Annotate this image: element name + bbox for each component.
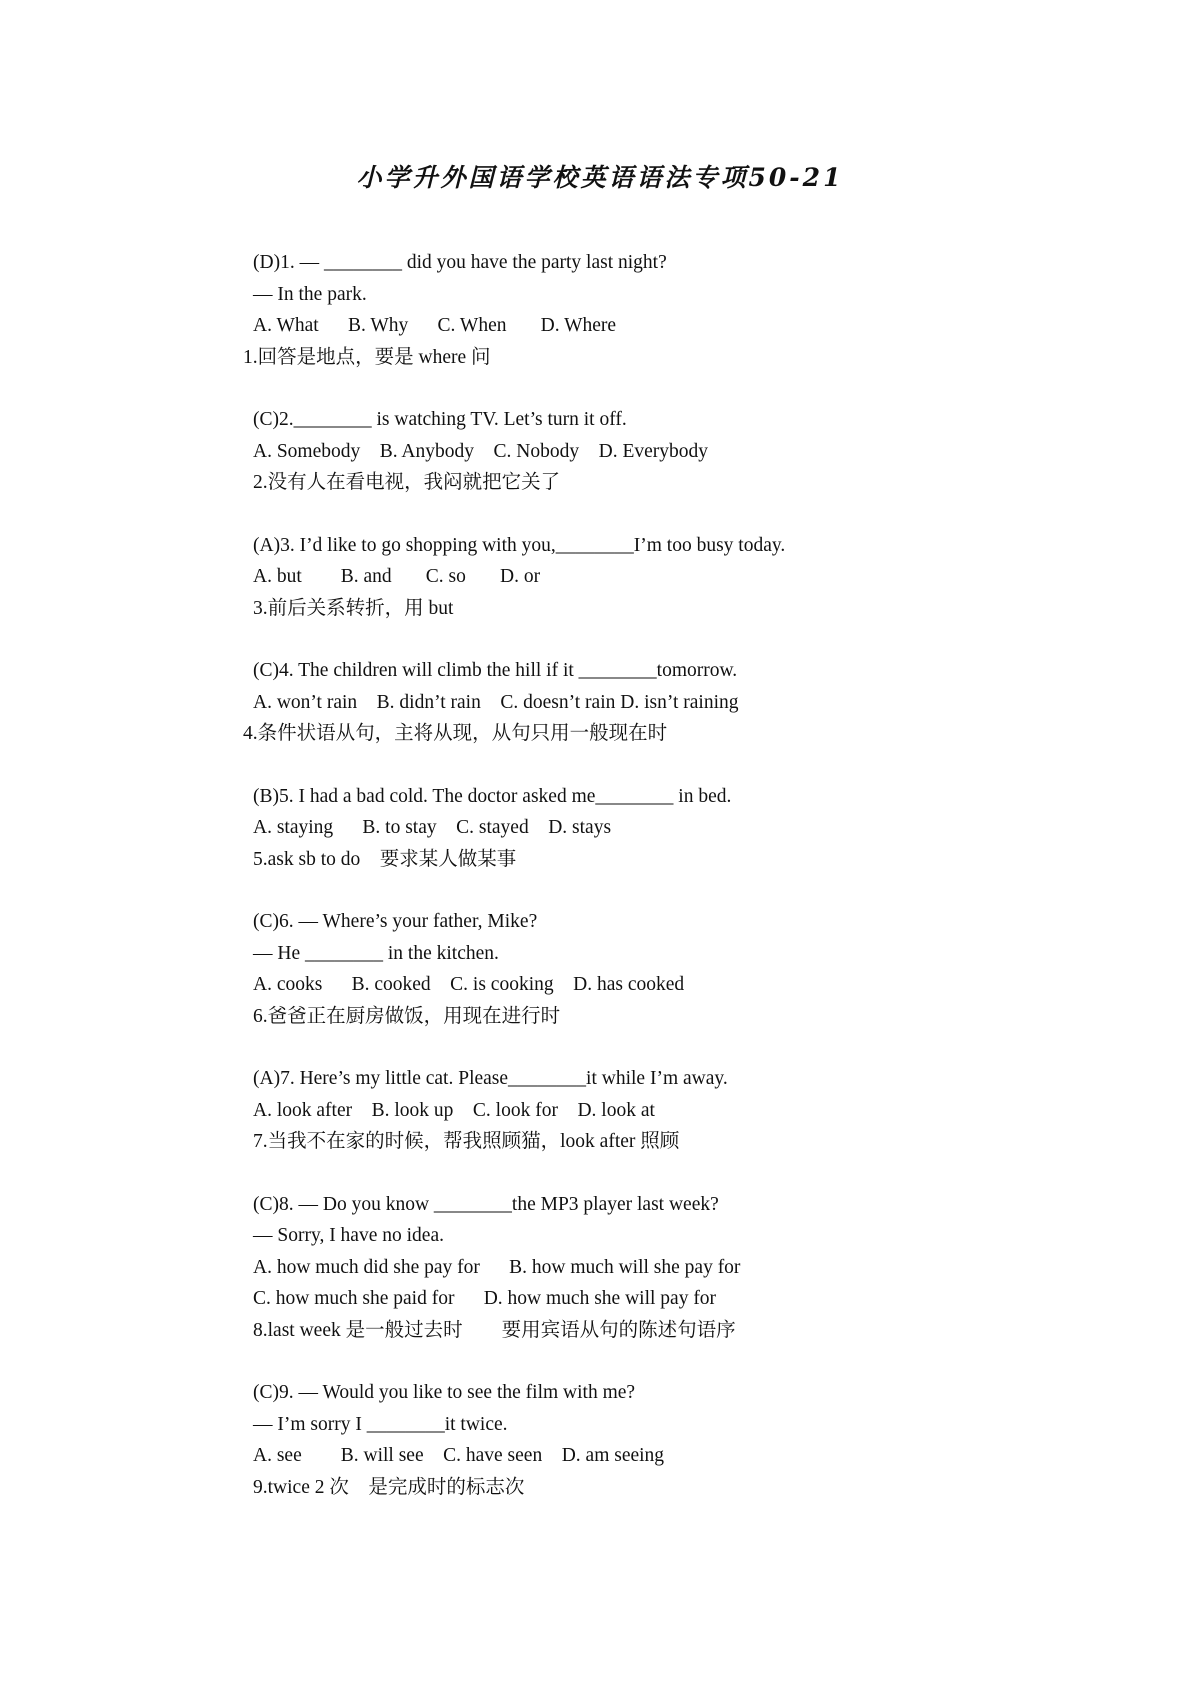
question-4-stem: (C)4. The children will climb the hill if it ________tomorrow. [253,660,738,681]
option-d: D. stays [548,817,612,838]
question-2-options [253,436,953,468]
option-a: A. What [253,315,319,336]
option-c: C. stayed [456,817,529,838]
question-3-options [253,561,953,593]
question-2 [253,404,953,499]
option-b: B. look up [371,1099,454,1121]
option-d: D. Where [540,315,617,336]
question-7-options [253,1095,953,1127]
document-body [243,247,953,1534]
question-2-stem: (C)2.________ is watching TV. Let’s turn it off. [253,409,627,430]
question-5-stem: (B)5. I had a bad cold. The doctor asked me________ in bed. [253,785,732,807]
option-b: B. Why [347,315,409,336]
option-a: A. cooks [253,974,323,995]
option-d: D. has cooked [573,974,685,995]
option-c: C. is cooking [450,974,554,995]
question-8-explanation: 8.last week 是一般过去时 要用宾语从句的陈述句语序 [253,1319,736,1341]
option-a: A. but [253,566,302,587]
question-3 [253,530,953,625]
option-d: D. Everybody [598,440,709,462]
question-6-explanation: 6.爸爸正在厨房做饭，用现在进行时 [253,1005,561,1027]
option-a: A. Somebody [253,440,361,462]
option-b: B. didn’t rain [376,691,481,713]
document-title: 小学升外国语学校英语语法专项50-21 [356,163,844,192]
question-9 [253,1377,953,1503]
question-6-answer-line: — He ________ in the kitchen. [253,942,499,964]
option-b: B. how much will she pay for [509,1256,741,1278]
option-a: A. staying [253,817,334,838]
question-7-stem: (A)7. Here’s my little cat. Please________it while I’m away. [253,1068,728,1089]
option-b: B. cooked [351,974,431,995]
question-2-explanation: 2.没有人在看电视，我闷就把它关了 [253,472,561,493]
question-8-options-row-2 [253,1283,953,1315]
option-c: C. have seen [443,1445,543,1466]
option-d: D. or [500,566,541,587]
question-4-options [253,687,953,719]
option-c: C. so [425,566,466,587]
question-8-answer-line: — Sorry, I have no idea. [253,1225,444,1246]
question-9-options [253,1440,953,1472]
question-5-options [253,812,953,844]
option-a: A. how much did she pay for [253,1256,480,1278]
question-3-stem: (A)3. I’d like to go shopping with you,________I’m too busy today. [253,534,786,556]
question-5-explanation: 5.ask sb to do 要求某人做某事 [253,848,517,870]
option-b: B. Anybody [379,440,475,462]
option-b: B. and [340,566,392,587]
option-a: A. look after [253,1099,353,1121]
question-4 [243,655,953,750]
question-8 [253,1189,953,1347]
question-1-explanation: 1.回答是地点，要是 where 问 [243,346,491,368]
option-c: C. doesn’t rain [500,691,616,713]
question-1 [243,247,953,373]
question-6-stem: (C)6. — Where’s your father, Mike? [253,911,538,932]
option-d: D. isn’t raining [620,691,739,713]
question-9-stem: (C)9. — Would you like to see the film with me? [253,1382,636,1403]
question-1-answer-line: — In the park. [253,283,367,305]
option-c: C. When [437,315,507,336]
question-5 [253,781,953,876]
option-a: A. won’t rain [253,691,358,713]
question-7-explanation: 7.当我不在家的时候，帮我照顾猫，look after 照顾 [253,1131,680,1152]
question-8-stem: (C)8. — Do you know ________the MP3 player last week? [253,1193,719,1215]
option-d: D. how much she will pay for [483,1288,717,1309]
option-c: C. how much she paid for [253,1288,455,1309]
question-1-stem: (D)1. — ________ did you have the party last night? [253,252,667,273]
option-d: D. look at [577,1099,655,1121]
question-9-explanation: 9.twice 2 次 是完成时的标志次 [253,1476,525,1498]
option-d: D. am seeing [561,1445,665,1466]
question-4-explanation: 4.条件状语从句，主将从现，从句只用一般现在时 [243,723,668,744]
question-3-explanation: 3.前后关系转折，用 but [253,597,454,619]
option-b: B. to stay [362,817,437,838]
question-7 [253,1063,953,1158]
option-c: C. Nobody [493,440,580,462]
question-6-options [253,969,953,1001]
question-1-options [253,310,953,342]
option-c: C. look for [472,1099,558,1121]
question-9-answer-line: — I’m sorry I ________it twice. [253,1413,508,1435]
question-6 [253,906,953,1032]
option-a: A. see [253,1445,302,1466]
option-b: B. will see [340,1445,424,1466]
question-8-options-row-1 [253,1252,953,1284]
